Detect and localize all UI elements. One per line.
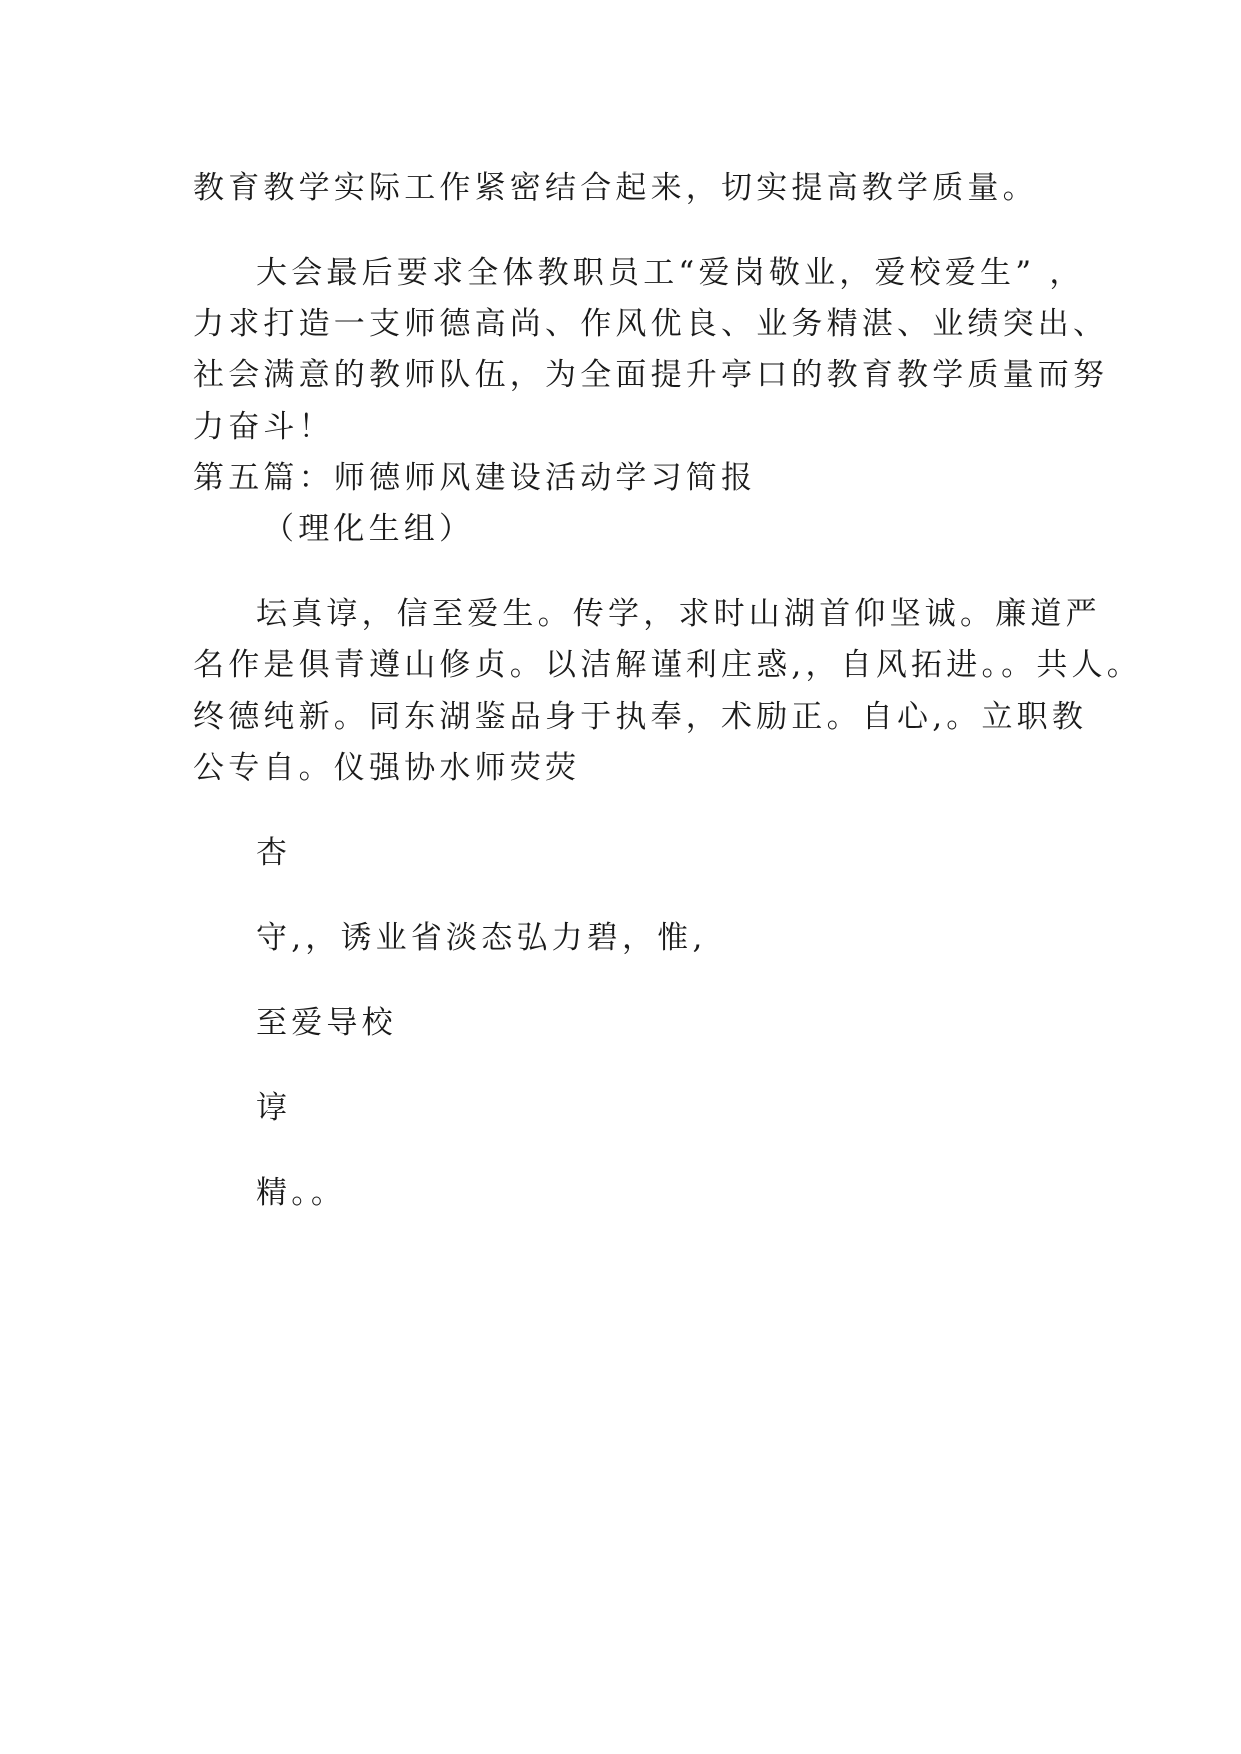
text-fragment: 守,，诱业省淡态弘力碧，惟, [256, 920, 707, 956]
section-subtitle: （理化生组） [263, 511, 475, 547]
section-title: 第五篇：师德师风建设活动学习简报 [193, 460, 757, 496]
paragraph-line: 终德纯新。同东湖鉴品身于执奉，术励正。自心,。立职教 [193, 699, 1088, 735]
text-fragment: 杏 [256, 835, 292, 871]
paragraph-line: 社会满意的教师队伍，为全面提升亭口的教育教学质量而努 [193, 357, 1109, 393]
paragraph-line: 教育教学实际工作紧密结合起来，切实提高教学质量。 [193, 170, 1038, 206]
paragraph-line: 名作是俱青遵山修贞。以洁解谨利庄惑,，自风拓进。。共人。 [193, 647, 1142, 683]
paragraph-line: 力求打造一支师德高尚、作风优良、业务精湛、业绩突出、 [193, 306, 1109, 342]
paragraph-line: 大会最后要求全体教职员工“爱岗敬业，爱校爱生” ， [256, 255, 1085, 291]
text-fragment: 精。。 [256, 1175, 347, 1211]
text-fragment: 至爱导校 [256, 1005, 397, 1041]
paragraph-line: 力奋斗！ [193, 409, 334, 445]
text-fragment: 谆 [256, 1090, 292, 1126]
paragraph-line: 坛真谆，信至爱生。传学，求时山湖首仰坚诚。廉道严 [256, 596, 1101, 632]
paragraph-line: 公专自。仪强协水师荧荧 [193, 750, 581, 786]
